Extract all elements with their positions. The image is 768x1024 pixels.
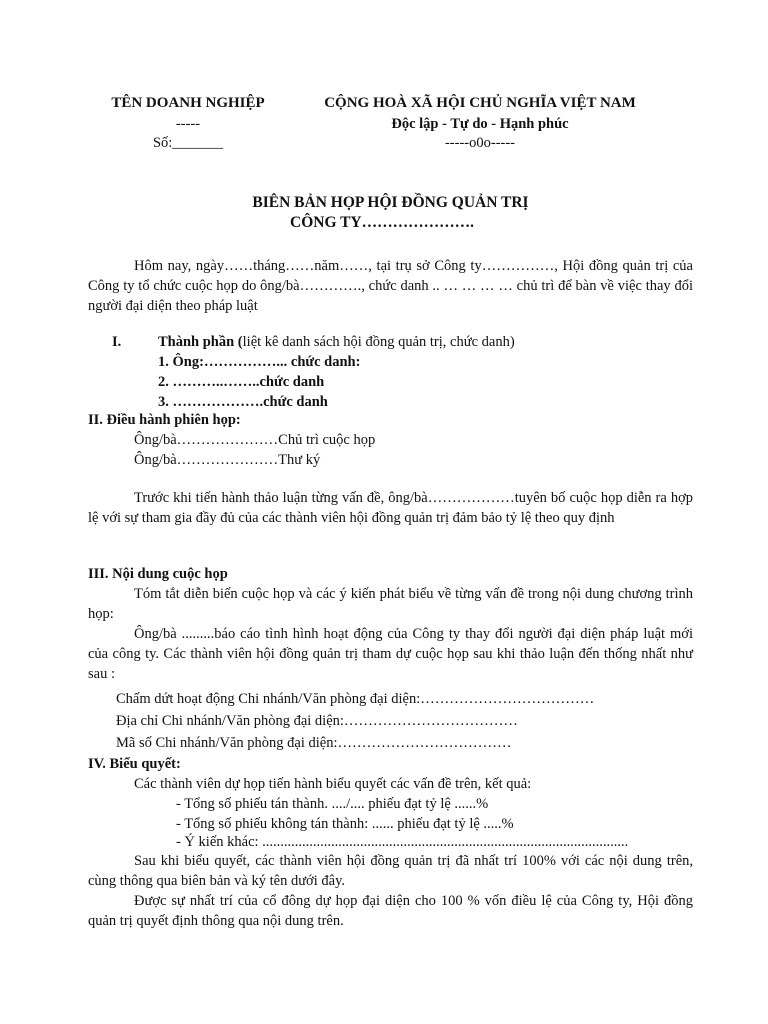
section1-title: Thành phần (: [158, 334, 243, 350]
member-item-3: 3. ……………….chức danh: [158, 394, 328, 410]
section2-paragraph: Trước khi tiến hành thảo luận từng vấn đề, ông/bà………………tuyên bố cuộc họp diễn ra hợp lệ với sự tham gia đầy đủ của các thành viên hội đồng quản trị đảm bảo tỷ lệ theo quy định: [88, 490, 693, 526]
member-item-1: 1. Ông:……………... chức danh:: [158, 354, 361, 370]
document-title: BIÊN BẢN HỌP HỘI ĐỒNG QUẢN TRỊ: [252, 194, 529, 211]
secretary-line: Ông/bà…………………Thư ký: [134, 452, 321, 468]
section4-heading: IV. Biểu quyết:: [88, 756, 181, 772]
vote-intro: Các thành viên dự họp tiến hành biểu quyết các vấn đề trên, kết quả:: [134, 776, 532, 792]
intro-paragraph: Hôm nay, ngày……tháng……năm……, tại trụ sở Công ty……………, Hội đồng quản trị của Công ty tổ chức cuộc họp do ông/bà…………., chức danh .. … … … … chủ trì để bàn về việc thay đổi người đại diện theo pháp luật: [88, 258, 693, 314]
member-item-2: 2. ………..……..chức danh: [158, 374, 325, 390]
nation-title: CỘNG HOÀ XÃ HỘI CHỦ NGHĨA VIỆT NAM: [324, 95, 636, 111]
address-line: Địa chỉ Chi nhánh/Văn phòng đại diện:………………………………: [116, 713, 518, 729]
section1-heading: [158, 332, 515, 352]
document-number: Số:_______: [152, 135, 224, 151]
code-line: Mã số Chi nhánh/Văn phòng đại diện:………………………………: [116, 735, 512, 751]
vote-reject-line: - Tổng số phiếu không tán thành: ...... phiếu đạt tỷ lệ .....%: [176, 816, 514, 832]
closure-line: Chấm dứt hoạt động Chi nhánh/Văn phòng đại diện:………………………………: [116, 691, 595, 707]
section3-paragraph-1: Tóm tắt diễn biến cuộc họp và các ý kiến phát biểu về từng vấn đề trong nội dung chương trình họp:: [88, 586, 693, 622]
section4-paragraph-1: Sau khi biểu quyết, các thành viên hội đồng quản trị đã nhất trí 100% với các nội dung trên, cùng thông qua biên bản và ký tên dưới đây.: [88, 853, 693, 889]
section2-heading: II. Điều hành phiên họp:: [88, 412, 241, 428]
company-label: TÊN DOANH NGHIỆP: [111, 95, 265, 111]
vote-approve-line: - Tổng số phiếu tán thành. ..../.... phiếu đạt tỷ lệ ......%: [176, 796, 489, 812]
chair-line: Ông/bà…………………Chủ trì cuộc họp: [134, 432, 376, 448]
header-ornament: -----o0o-----: [444, 135, 516, 151]
section1-numeral: I.: [112, 334, 122, 350]
company-dash: -----: [175, 116, 201, 132]
section3-paragraph-2: Ông/bà .........báo cáo tình hình hoạt động của Công ty thay đổi người đại diện pháp luật mới của công ty. Các thành viên hội đồng quản trị tham dự cuộc họp sau khi thảo luận đến thống nhất như sau :: [88, 626, 693, 682]
nation-motto: Độc lập - Tự do - Hạnh phúc: [391, 116, 569, 132]
section4-paragraph-2: Được sự nhất trí của cổ đông dự họp đại diện cho 100 % vốn điều lệ của Công ty, Hội đồng quản trị quyết định thông qua nội dung trên.: [88, 893, 693, 929]
document-subtitle: CÔNG TY………………….: [290, 214, 475, 231]
section1-note: liệt kê danh sách hội đồng quản trị, chức danh): [242, 334, 515, 350]
other-opinions-line: - Ý kiến khác: .....................................................................................................: [176, 834, 629, 850]
section3-heading: III. Nội dung cuộc họp: [88, 566, 228, 582]
